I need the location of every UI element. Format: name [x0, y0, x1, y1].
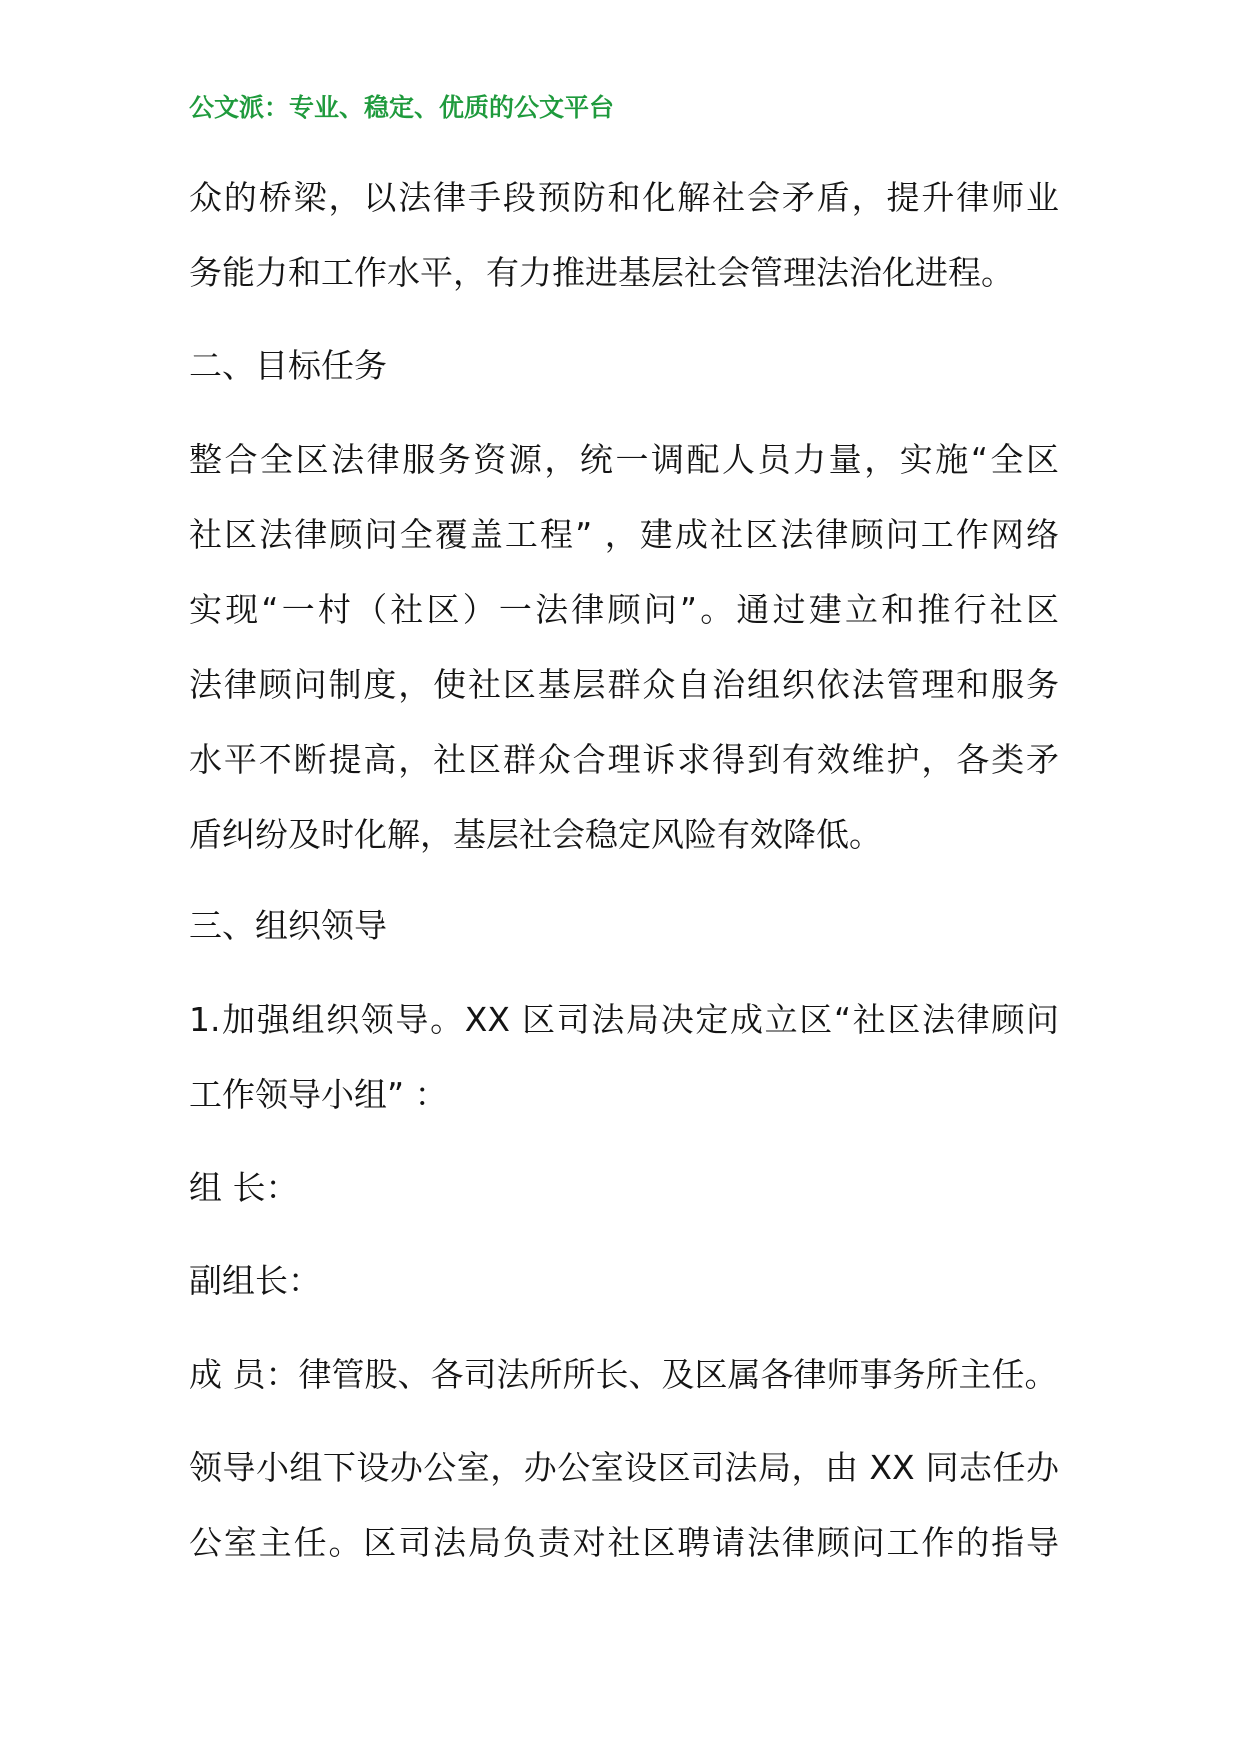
text-line: 实现“一村（社区）一法律顾问”。通过建立和推行社区 [189, 590, 1059, 629]
paragraph-office [189, 1430, 1059, 1580]
heading-text: 三、组织领导 [189, 906, 387, 945]
text-line: 组 长： [189, 1168, 299, 1207]
text-line: 领导小组下设办公室，办公室设区司法局，由 XX 同志任办 [189, 1448, 1059, 1487]
heading-text: 二、目标任务 [189, 346, 387, 385]
text-line: 副组长： [189, 1261, 321, 1300]
text-line: 法律顾问制度，使社区基层群众自治组织依法管理和服务 [189, 665, 1059, 704]
text-line: 成 员：律管股、各司法所所长、及区属各律师事务所主任。 [189, 1355, 1058, 1394]
text-line: 工作领导小组” ： [189, 1075, 448, 1114]
paragraph-intro-continuation [189, 160, 1059, 310]
text-line: 整合全区法律服务资源，统一调配人员力量，实施“全区 [189, 440, 1059, 479]
text-line: 众的桥梁，以法律手段预防和化解社会矛盾，提升律师业 [189, 178, 1059, 217]
paragraph-deputy-leader [189, 1243, 1059, 1318]
paragraph-group-leader [189, 1150, 1059, 1225]
site-header-slogan: 公文派：专业、稳定、优质的公文平台 [189, 93, 615, 122]
paragraph-leadership [189, 982, 1059, 1132]
text-line: 盾纠纷及时化解，基层社会稳定风险有效降低。 [189, 815, 882, 854]
paragraph-members [189, 1337, 1059, 1412]
text-line: 社区法律顾问全覆盖工程” ，建成社区法律顾问工作网络 [189, 515, 1059, 554]
section-heading-goals [189, 328, 1059, 403]
section-heading-organization [189, 888, 1059, 963]
text-line: 1.加强组织领导。XX 区司法局决定成立区“社区法律顾问 [189, 1000, 1059, 1039]
paragraph-goals [189, 422, 1059, 872]
text-line: 公室主任。区司法局负责对社区聘请法律顾问工作的指导 [189, 1523, 1059, 1562]
text-line: 务能力和工作水平，有力推进基层社会管理法治化进程。 [189, 253, 1014, 292]
text-line: 水平不断提高，社区群众合理诉求得到有效维护，各类矛 [189, 740, 1059, 779]
